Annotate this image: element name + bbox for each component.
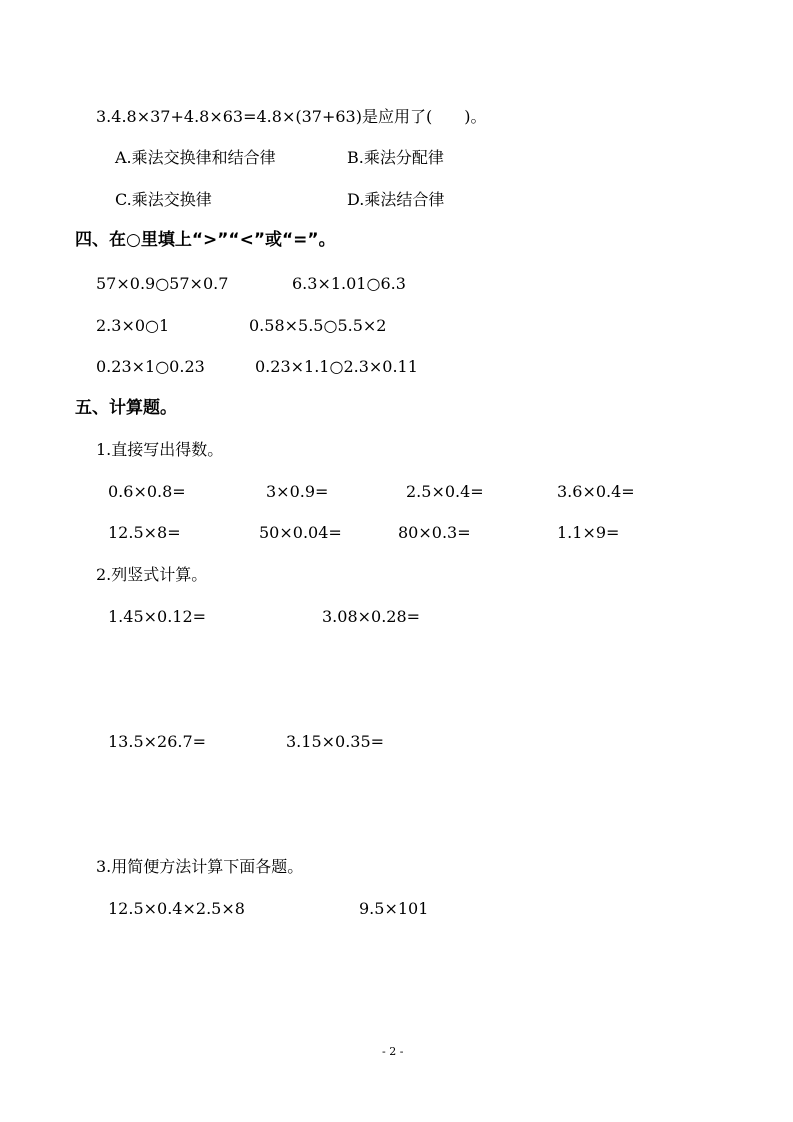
section-4-title: 四、在○里填上“>”“<”或“=”。 xyxy=(75,230,336,250)
part-1-title: 1.直接写出得数。 xyxy=(96,440,224,459)
vertical-calc-item: 3.08×0.28= xyxy=(322,607,421,626)
compare-item: 0.58×5.5○5.5×2 xyxy=(249,316,387,335)
vertical-calc-item: 3.15×0.35= xyxy=(286,732,385,751)
simplify-calc-item: 12.5×0.4×2.5×8 xyxy=(108,899,245,918)
oral-calc-item: 1.1×9= xyxy=(557,523,620,542)
option-d: D.乘法结合律 xyxy=(347,190,445,209)
option-a: A.乘法交换律和结合律 xyxy=(115,148,276,167)
simplify-calc-item: 9.5×101 xyxy=(359,899,429,918)
vertical-calc-item: 1.45×0.12= xyxy=(108,607,207,626)
section-5-title: 五、计算题。 xyxy=(75,398,177,418)
option-b: B.乘法分配律 xyxy=(347,148,444,167)
compare-item: 6.3×1.01○6.3 xyxy=(292,274,406,293)
part-2-title: 2.列竖式计算。 xyxy=(96,565,208,584)
oral-calc-item: 0.6×0.8= xyxy=(108,482,186,501)
vertical-calc-item: 13.5×26.7= xyxy=(108,732,207,751)
oral-calc-item: 3.6×0.4= xyxy=(557,482,635,501)
compare-item: 0.23×1.1○2.3×0.11 xyxy=(255,357,418,376)
oral-calc-item: 12.5×8= xyxy=(108,523,181,542)
oral-calc-item: 2.5×0.4= xyxy=(406,482,484,501)
oral-calc-item: 3×0.9= xyxy=(266,482,329,501)
page-number: - 2 - xyxy=(382,1045,404,1058)
compare-item: 57×0.9○57×0.7 xyxy=(96,274,229,293)
oral-calc-item: 50×0.04= xyxy=(259,523,342,542)
option-c: C.乘法交换律 xyxy=(115,190,212,209)
compare-item: 2.3×0○1 xyxy=(96,316,170,335)
question-3-stem: 3.4.8×37+4.8×63=4.8×(37+63)是应用了( )。 xyxy=(96,107,487,126)
oral-calc-item: 80×0.3= xyxy=(398,523,471,542)
part-3-title: 3.用简便方法计算下面各题。 xyxy=(96,857,304,876)
compare-item: 0.23×1○0.23 xyxy=(96,357,205,376)
